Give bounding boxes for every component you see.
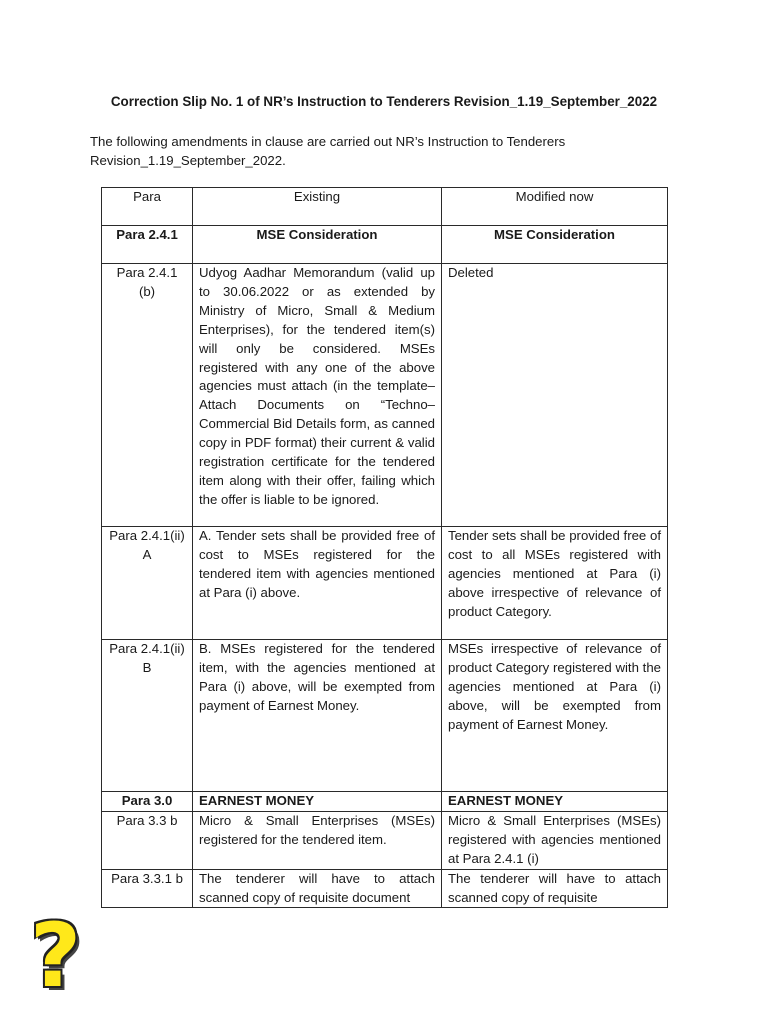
para-cell: Para 3.0: [102, 792, 193, 812]
table-row: [102, 640, 668, 792]
modified-cell: Tender sets shall be provided free of cost to all MSEs registered with agencies mentioned at Para (i) above irrespective of relevance of product Category.: [442, 527, 668, 640]
modified-cell: Micro & Small Enterprises (MSEs) registered with agencies mentioned at Para 2.4.1 (i): [442, 811, 668, 869]
modified-cell: MSEs irrespective of relevance of product Category registered with the agencies mentioned at Para (i) above, will be exempted from payment of Earnest Money.: [442, 640, 668, 792]
table-row: [102, 869, 668, 908]
existing-cell: A. Tender sets shall be provided free of cost to MSEs registered for the tendered item with agencies mentioned at Para (i) above.: [193, 527, 442, 640]
table-row: [102, 792, 668, 812]
modified-cell: Deleted: [442, 264, 668, 527]
amendments-table: [101, 187, 668, 908]
table-row: [102, 527, 668, 640]
header-para: Para: [102, 188, 193, 226]
table-row: [102, 264, 668, 527]
para-cell: Para 2.4.1(ii) A: [102, 527, 193, 640]
para-cell: Para 3.3.1 b: [102, 869, 193, 908]
existing-cell: Udyog Aadhar Memorandum (valid up to 30.06.2022 or as extended by Ministry of Micro, Small & Medium Enterprises), for the tendered item(s) will only be considered. MSEs registered with any one of the above agencies must attach (in the template–Attach Documents on “Techno–Commercial Bid Details form, as canned copy in PDF format) their current & valid registration certificate for the tendered item along with their offer, failing which the offer is liable to be ignored.: [193, 264, 442, 527]
table-header-row: [102, 188, 668, 226]
question-mark-icon: ?: [30, 904, 82, 1007]
existing-cell: Micro & Small Enterprises (MSEs) registered for the tendered item.: [193, 811, 442, 869]
existing-cell: EARNEST MONEY: [193, 792, 442, 812]
para-cell: Para 2.4.1 (b): [102, 264, 193, 527]
existing-cell: B. MSEs registered for the tendered item, with the agencies mentioned at Para (i) above, will be exempted from payment of Earnest Money.: [193, 640, 442, 792]
para-cell: Para 2.4.1: [102, 226, 193, 264]
document-title: Correction Slip No. 1 of NR’s Instruction to Tenderers Revision_1.19_September_2022: [110, 94, 658, 109]
header-existing: Existing: [193, 188, 442, 226]
modified-cell: EARNEST MONEY: [442, 792, 668, 812]
header-modified: Modified now: [442, 188, 668, 226]
modified-cell: MSE Consideration: [442, 226, 668, 264]
para-cell: Para 2.4.1(ii) B: [102, 640, 193, 792]
table-row: [102, 226, 668, 264]
para-cell: Para 3.3 b: [102, 811, 193, 869]
intro-paragraph: The following amendments in clause are carried out NR’s Instruction to Tenderers Revision_1.19_September_2022.: [90, 134, 566, 168]
existing-cell: MSE Consideration: [193, 226, 442, 264]
modified-cell: The tenderer will have to attach scanned copy of requisite: [442, 869, 668, 908]
existing-cell: The tenderer will have to attach scanned copy of requisite document: [193, 869, 442, 908]
table-row: [102, 811, 668, 869]
